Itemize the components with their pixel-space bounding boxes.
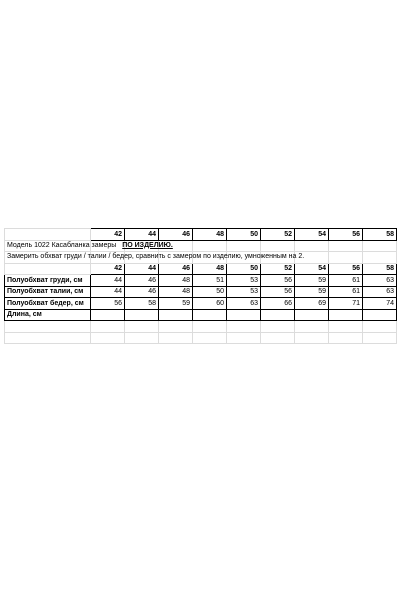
size-header-cell: 52 <box>261 263 295 275</box>
table-cell: 63 <box>363 286 397 298</box>
empty-cell <box>329 240 363 252</box>
size-header-cell: 44 <box>125 263 159 275</box>
row-label: Полуобхват бедер, см <box>5 298 91 310</box>
empty-cell <box>5 321 91 333</box>
size-header-cell: 42 <box>91 263 125 275</box>
table-cell: 56 <box>91 298 125 310</box>
table-cell: 51 <box>193 275 227 287</box>
size-header-cell: 46 <box>159 263 193 275</box>
intro-row-2 <box>5 252 397 264</box>
empty-cell <box>363 240 397 252</box>
table-cell: 53 <box>227 286 261 298</box>
table-cell <box>91 309 125 321</box>
table-cell: 46 <box>125 275 159 287</box>
table-cell: 44 <box>91 275 125 287</box>
empty-cell <box>159 321 193 333</box>
table-row <box>5 286 397 298</box>
row-label: Полуобхват груди, см <box>5 275 91 287</box>
table-cell <box>125 309 159 321</box>
empty-cell <box>295 240 329 252</box>
size-header-cell: 50 <box>227 263 261 275</box>
table-row <box>5 275 397 287</box>
table-cell <box>193 309 227 321</box>
size-header-cell: 58 <box>363 263 397 275</box>
size-header-cell: 54 <box>295 263 329 275</box>
size-header-cell: 44 <box>125 229 159 241</box>
empty-cell <box>227 321 261 333</box>
empty-cell <box>295 332 329 344</box>
table-cell: 58 <box>125 298 159 310</box>
table-cell: 71 <box>329 298 363 310</box>
table-cell: 56 <box>261 275 295 287</box>
table-cell: 59 <box>159 298 193 310</box>
table-cell: 63 <box>363 275 397 287</box>
table-cell: 46 <box>125 286 159 298</box>
empty-cell <box>295 321 329 333</box>
empty-cell <box>329 332 363 344</box>
table-cell <box>329 309 363 321</box>
table-cell: 53 <box>227 275 261 287</box>
table-cell: 69 <box>295 298 329 310</box>
table-cell <box>261 309 295 321</box>
empty-cell <box>125 332 159 344</box>
size-header-cell: 56 <box>329 263 363 275</box>
size-header-cell: 48 <box>193 263 227 275</box>
empty-cell <box>91 321 125 333</box>
empty-cell <box>125 321 159 333</box>
empty-row <box>5 321 397 333</box>
empty-cell <box>363 321 397 333</box>
empty-cell <box>91 332 125 344</box>
row-label: Длина, см <box>5 309 91 321</box>
size-header-cell: 50 <box>227 229 261 241</box>
empty-cell <box>261 332 295 344</box>
table-cell: 74 <box>363 298 397 310</box>
header-empty-cell <box>5 263 91 275</box>
row-label: Полуобхват талии, см <box>5 286 91 298</box>
intro-emphasis: ПО ИЗДЕЛИЮ. <box>122 241 173 249</box>
size-header-cell: 56 <box>329 229 363 241</box>
empty-cell <box>193 332 227 344</box>
table-cell: 59 <box>295 286 329 298</box>
size-header-row <box>5 229 397 241</box>
spreadsheet <box>4 228 396 344</box>
intro-row-1 <box>5 240 397 252</box>
size-header-cell: 52 <box>261 229 295 241</box>
size-header-row-2 <box>5 263 397 275</box>
empty-cell <box>261 240 295 252</box>
intro-text-wrap <box>7 241 173 251</box>
table-cell: 44 <box>91 286 125 298</box>
size-header-cell: 42 <box>91 229 125 241</box>
table-cell: 66 <box>261 298 295 310</box>
table-cell: 56 <box>261 286 295 298</box>
size-table <box>4 228 397 344</box>
table-cell: 48 <box>159 286 193 298</box>
empty-cell <box>363 252 397 264</box>
empty-cell <box>193 240 227 252</box>
table-cell: 59 <box>295 275 329 287</box>
intro-line-1 <box>5 240 173 252</box>
size-header-cell: 54 <box>295 229 329 241</box>
size-header-cell: 46 <box>159 229 193 241</box>
intro-line-2 <box>5 252 305 264</box>
empty-cell <box>193 321 227 333</box>
header-empty-cell <box>5 229 91 241</box>
intro-title: Модель 1022 Касабланка замеры <box>7 241 117 249</box>
table-row <box>5 309 397 321</box>
empty-cell <box>227 240 261 252</box>
empty-cell <box>227 332 261 344</box>
table-cell: 61 <box>329 286 363 298</box>
empty-cell <box>159 332 193 344</box>
table-cell: 63 <box>227 298 261 310</box>
empty-cell <box>329 252 363 264</box>
table-cell: 48 <box>159 275 193 287</box>
empty-row <box>5 332 397 344</box>
empty-cell <box>261 321 295 333</box>
intro-instructions: Замерить обхват груди / талии / бедер, сравнить с замером по изделию, умноженным на 2. <box>7 253 305 260</box>
table-cell <box>363 309 397 321</box>
empty-cell <box>363 332 397 344</box>
empty-cell <box>329 321 363 333</box>
table-cell <box>159 309 193 321</box>
table-cell <box>227 309 261 321</box>
table-cell <box>295 309 329 321</box>
size-header-cell: 58 <box>363 229 397 241</box>
empty-cell <box>5 332 91 344</box>
table-row <box>5 298 397 310</box>
table-cell: 61 <box>329 275 363 287</box>
size-header-cell: 48 <box>193 229 227 241</box>
table-cell: 50 <box>193 286 227 298</box>
table-cell: 60 <box>193 298 227 310</box>
